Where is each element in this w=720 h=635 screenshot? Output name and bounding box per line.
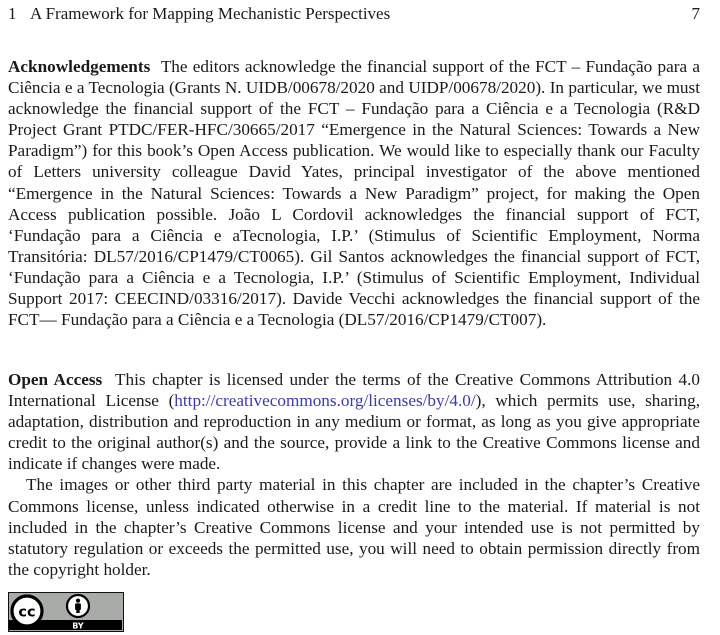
open-access-section [8, 369, 700, 580]
cc-label: cc [18, 604, 36, 621]
open-access-paragraph-1 [8, 369, 700, 474]
open-access-paragraph-2: The images or other third party material in this chapter are included in the chapter’s Creative Commons license, unless indicated otherwise in a credit line to the material. If material is not included in the chapter’s Creative Commons license and your intended use is not permitted by statutory regulation or exceeds the permitted use, you will need to obtain permission directly from the copyright holder. [8, 475, 700, 579]
attribution-icon [67, 595, 89, 617]
cc-icon [12, 596, 42, 626]
open-access-text-before-link: This chapter is licensed under the terms of the Creative Commons Attribution 4.0 International License ( [8, 370, 701, 411]
cc-by-badge-graphic [9, 593, 122, 630]
chapter-number: 1 [8, 4, 17, 23]
open-access-heading: Open Access [8, 370, 103, 389]
chapter-title: A Framework for Mapping Mechanistic Perspectives [30, 4, 391, 23]
acknowledgements-section [8, 56, 700, 330]
acknowledgements-text: The editors acknowledge the financial support of the FCT – Fundação para a Ciência e a Tecnologia (Grants N. UIDB/00678/2020 and UIDP/00678/2020). In particular, we must acknowledge the financial support of the FCT – Fundação para a Ciência e a Tecnologia (R&D Project Grant PTDC/FER-HFC/30665/2017 “Emergence in the Natural Sciences: Towards a New Paradigm”) for this book’s Open Access publication. We would like to especially thank our Faculty of Letters university colleague David Yates, principal investigator of the above mentioned “Emergence in the Natural Sciences: Towards a New Paradigm” project, for making the Open Access publication possible. João L Cordovil acknowledges the financial support of FCT, ‘Fundação para a Ciência e aTecnologia, I.P.’ (Stimulus of Scientific Employment, Norma Transitória: DL57/2016/CP1479/CT0065). Gil Santos acknowledges the financial support of FCT, ‘Fundação para a Ciência e a Tecnologia, I.P.’ (Stimulus of Scientific Employment, Individual Support 2017: CEECIND/03316/2017). Davide Vecchi acknowledges the financial support of the FCT— Fundação para a Ciência e a Tecnologia (DL57/2016/CP1479/CT007). [8, 57, 700, 330]
acknowledgements-paragraph [8, 56, 700, 330]
open-access-text-after-link: ), which permits use, sharing, adaptation, distribution and reproduction in any medium or format, as long as you give appropriate credit to the original author(s) and the source, provide a link to the Creative Commons license and indicate if changes were made. [8, 391, 700, 474]
page-number: 7 [691, 4, 700, 23]
acknowledgements-heading: Acknowledgements [8, 57, 151, 76]
license-link[interactable]: http://creativecommons.org/licenses/by/4.0/ [174, 391, 476, 411]
cc-by-license-badge[interactable] [8, 592, 124, 632]
by-label: BY [72, 621, 84, 630]
running-head [8, 3, 700, 25]
